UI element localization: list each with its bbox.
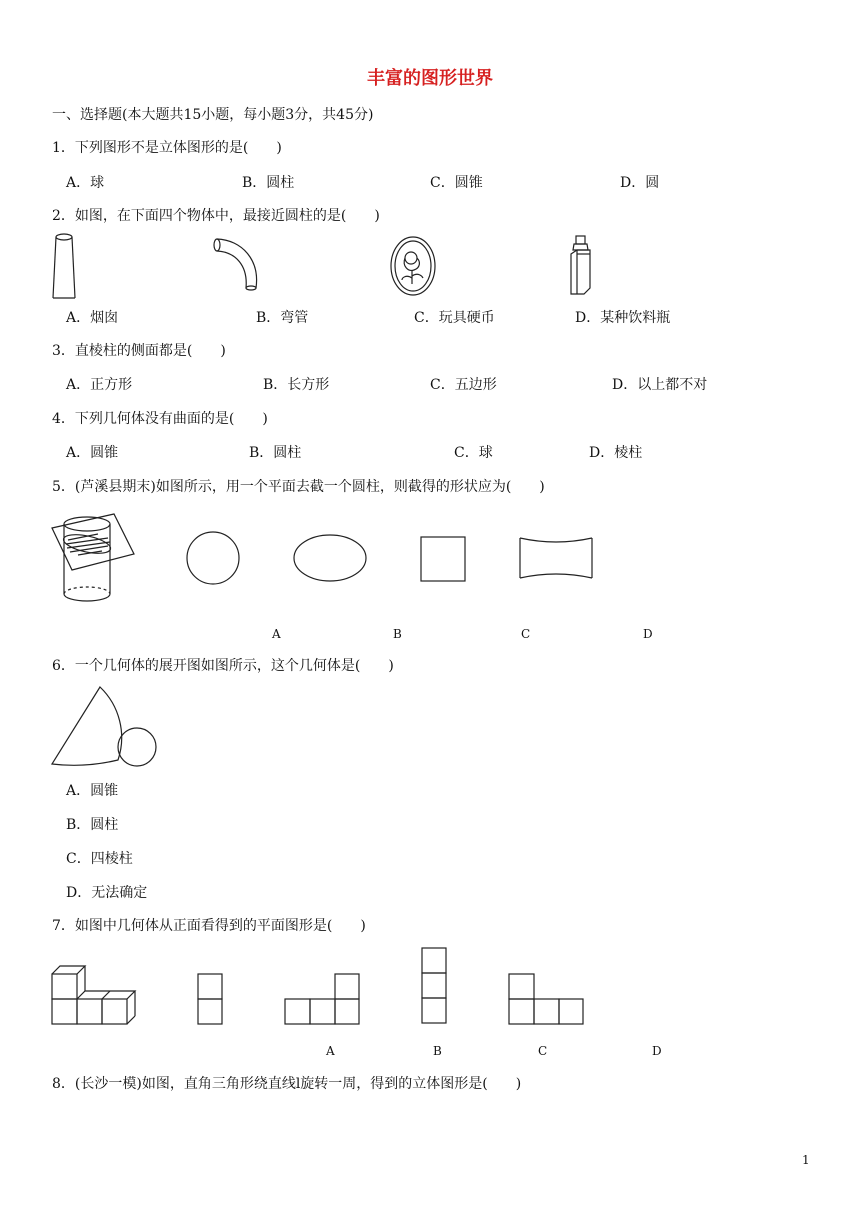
- cube-solid-figure: [50, 964, 138, 1026]
- q6-option-a: A．圆锥: [66, 783, 119, 799]
- q4-option-c: C．球: [454, 445, 493, 461]
- q5-label-a: A: [272, 627, 281, 641]
- option-c-view: [420, 946, 448, 1026]
- question-5-stem: 5．(芦溪县期末)如图所示，用一个平面去截一个圆柱，则截得的形状应为( ): [52, 479, 545, 495]
- option-a-circle: [186, 530, 240, 586]
- section-heading: 一、选择题(本大题共15小题，每小题3分，共45分): [52, 107, 374, 123]
- cylinder-cut-figure: [50, 512, 136, 608]
- page-title: 丰富的图形世界: [367, 68, 493, 89]
- q6-option-d: D．无法确定: [66, 885, 148, 901]
- q1-option-b: B．圆柱: [242, 175, 295, 191]
- option-a-view: [196, 972, 224, 1026]
- chimney-figure: [50, 232, 80, 300]
- q7-label-c: C: [538, 1044, 548, 1058]
- option-b-view: [283, 972, 361, 1026]
- page-number: 1: [802, 1153, 810, 1167]
- q4-option-d: D．棱柱: [589, 445, 643, 461]
- q2-option-b: B．弯管: [256, 310, 309, 326]
- q4-option-b: B．圆柱: [249, 445, 302, 461]
- question-8-stem: 8．(长沙一模)如图，直角三角形绕直线l旋转一周，得到的立体图形是( ): [52, 1076, 522, 1092]
- q7-label-b: B: [433, 1044, 442, 1058]
- q1-option-d: D．圆: [620, 175, 660, 191]
- q6-option-b: B．圆柱: [66, 817, 119, 833]
- q5-label-b: B: [393, 627, 402, 641]
- bent-pipe-figure: [210, 238, 264, 296]
- q3-option-d: D．以上都不对: [612, 377, 708, 393]
- q1-option-c: C．圆锥: [430, 175, 483, 191]
- q7-label-d: D: [652, 1044, 662, 1058]
- toy-coin-figure: [388, 234, 438, 298]
- q5-label-d: D: [643, 627, 653, 641]
- q6-option-c: C．四棱柱: [66, 851, 133, 867]
- q4-option-a: A．圆锥: [66, 445, 119, 461]
- question-4-stem: 4．下列几何体没有曲面的是( ): [52, 411, 268, 427]
- q3-option-b: B．长方形: [263, 377, 330, 393]
- question-7-stem: 7．如图中几何体从正面看得到的平面图形是( ): [52, 918, 366, 934]
- q3-option-a: A．正方形: [66, 377, 133, 393]
- q1-option-a: A．球: [66, 175, 105, 191]
- option-d-view: [507, 972, 585, 1026]
- question-3-stem: 3．直棱柱的侧面都是( ): [52, 343, 226, 359]
- q7-label-a: A: [326, 1044, 335, 1058]
- option-b-ellipse: [293, 534, 367, 582]
- cone-net-figure: [50, 684, 160, 770]
- q2-option-d: D．某种饮料瓶: [575, 310, 671, 326]
- option-c-square: [420, 536, 466, 582]
- option-d-barrel-shape: [518, 536, 596, 582]
- q2-option-c: C．玩具硬币: [414, 310, 495, 326]
- question-1-stem: 1．下列图形不是立体图形的是( ): [52, 140, 282, 156]
- q2-option-a: A．烟囱: [66, 310, 119, 326]
- q3-option-c: C．五边形: [430, 377, 497, 393]
- question-2-stem: 2．如图，在下面四个物体中，最接近圆柱的是( ): [52, 208, 380, 224]
- q5-label-c: C: [521, 627, 531, 641]
- question-6-stem: 6．一个几何体的展开图如图所示，这个几何体是( ): [52, 658, 394, 674]
- drink-bottle-figure: [566, 234, 596, 298]
